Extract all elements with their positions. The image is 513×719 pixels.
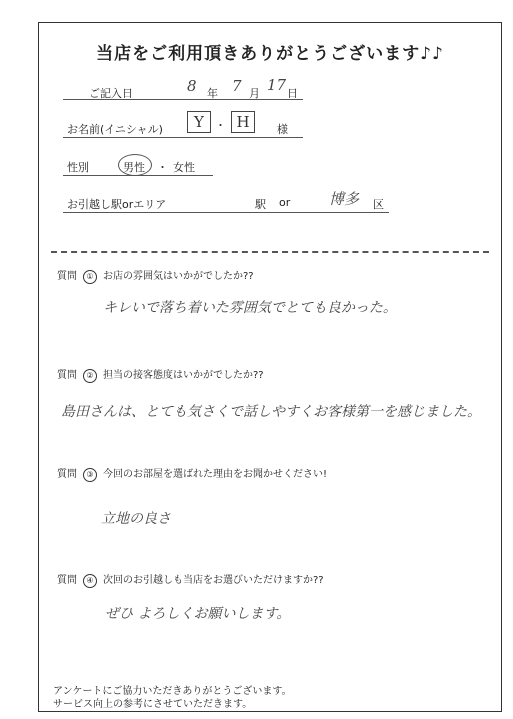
answer-3: 立地の良さ bbox=[101, 511, 171, 527]
question-prefix: 質問 bbox=[57, 575, 77, 586]
station-suffix: 駅 bbox=[255, 198, 266, 211]
initial-separator: ・ bbox=[215, 119, 226, 132]
name-suffix: 様 bbox=[277, 123, 288, 136]
question-text: 次回のお引越しも当店をお選びいただけますか?? bbox=[103, 575, 324, 586]
footer-line-1: アンケートにご協力いただきありがとうございます。 bbox=[53, 686, 292, 697]
name-label: お名前(イニシャル) bbox=[67, 123, 163, 136]
question-prefix: 質問 bbox=[57, 271, 77, 282]
question-2 bbox=[57, 366, 264, 383]
question-text: 担当の接客態度はいかがでしたか?? bbox=[103, 370, 264, 381]
day-unit: 日 bbox=[287, 87, 298, 100]
date-label: ご記入日 bbox=[89, 87, 133, 100]
initial-box-2: H bbox=[231, 111, 255, 133]
date-year: 8 bbox=[187, 77, 197, 95]
initial-box-1: Y bbox=[187, 111, 211, 133]
question-4 bbox=[57, 571, 324, 588]
answer-1: キレいで落ち着いた雰囲気でとても良かった。 bbox=[103, 300, 397, 316]
dashed-divider bbox=[51, 251, 489, 253]
question-number: ② bbox=[83, 369, 97, 383]
area-label: お引越し駅orエリア bbox=[67, 198, 167, 211]
question-number: ① bbox=[83, 270, 97, 284]
gender-female: 女性 bbox=[173, 161, 195, 174]
name-underline bbox=[63, 137, 303, 138]
month-unit: 月 bbox=[249, 87, 260, 100]
area-value: 博多 bbox=[329, 190, 360, 208]
survey-sheet bbox=[38, 22, 502, 712]
question-number: ③ bbox=[83, 468, 97, 482]
gender-underline bbox=[63, 175, 213, 176]
area-underline bbox=[63, 212, 389, 213]
question-prefix: 質問 bbox=[57, 370, 77, 381]
ward-suffix: 区 bbox=[373, 198, 384, 211]
question-text: お店の雰囲気はいかがでしたか?? bbox=[103, 271, 254, 282]
gender-male: 男性 bbox=[123, 161, 145, 174]
gender-dot: ・ bbox=[157, 161, 168, 174]
date-underline bbox=[63, 99, 303, 100]
date-month: 7 bbox=[232, 77, 242, 95]
answer-2: 島田さんは、とても気さくで話しやすくお客様第一を感じました。 bbox=[61, 404, 481, 420]
question-prefix: 質問 bbox=[57, 469, 77, 480]
survey-title: 当店をご利用頂きありがとうございます♪♪ bbox=[96, 44, 444, 64]
or-text: or bbox=[279, 196, 291, 209]
question-number: ④ bbox=[83, 574, 97, 588]
answer-4: ぜひ よろしくお願いします。 bbox=[105, 606, 291, 622]
year-unit: 年 bbox=[207, 87, 218, 100]
date-day: 17 bbox=[267, 76, 287, 94]
question-text: 今回のお部屋を選ばれた理由をお聞かせください! bbox=[103, 469, 328, 480]
question-3 bbox=[57, 465, 327, 482]
footer-line-2: サービス向上の参考にさせていただきます。 bbox=[53, 699, 253, 710]
question-1 bbox=[57, 267, 254, 284]
gender-label: 性別 bbox=[67, 161, 89, 174]
